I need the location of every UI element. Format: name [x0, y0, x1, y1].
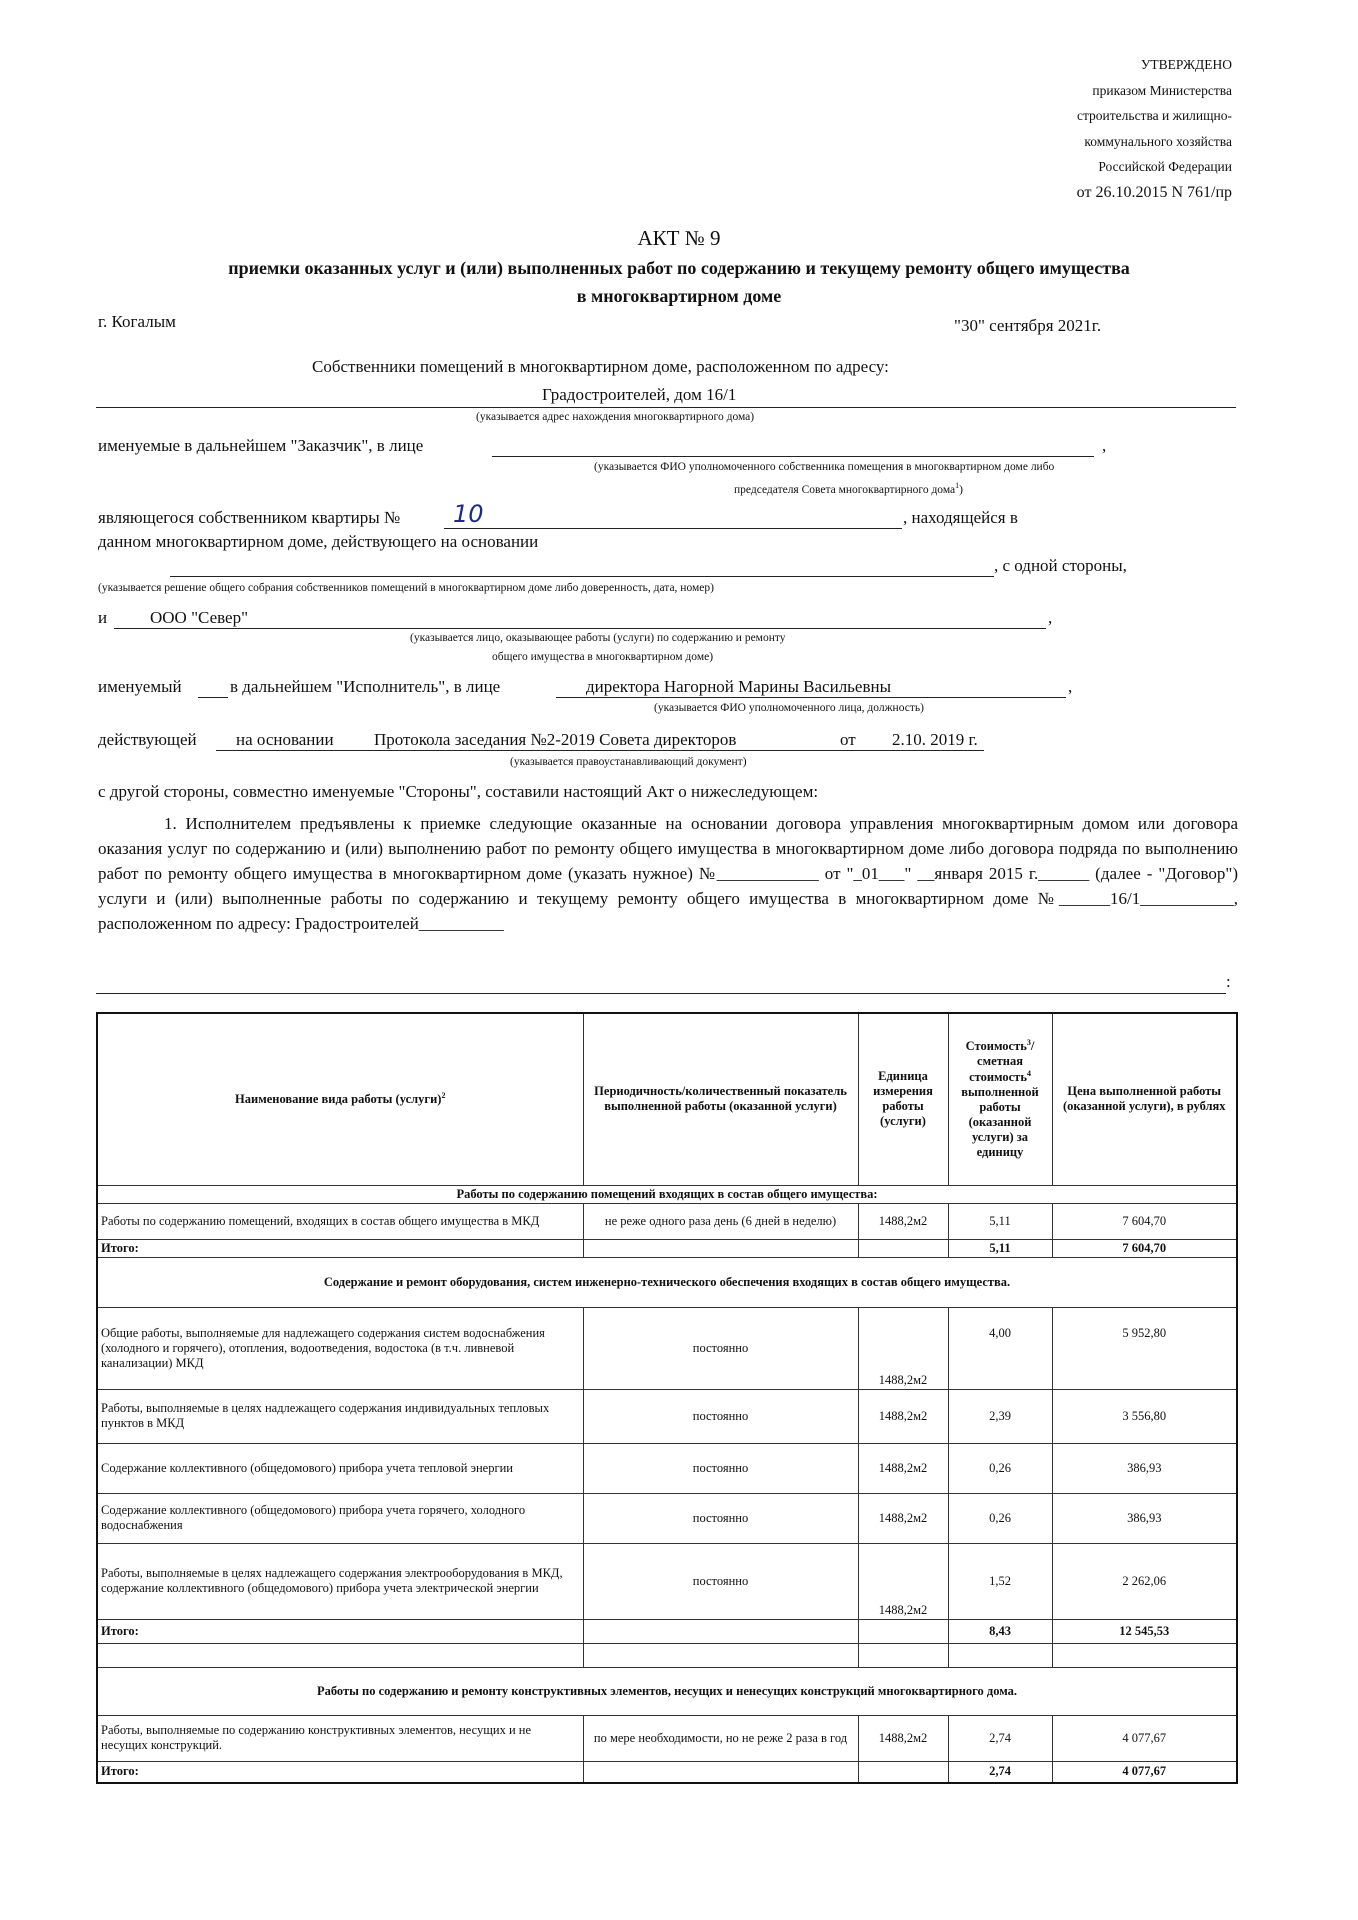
- comma: ,: [1068, 677, 1073, 696]
- cell-price: 386,93: [1052, 1493, 1237, 1543]
- total-price: 12 545,53: [1052, 1619, 1237, 1643]
- underline: [198, 697, 228, 698]
- cell-cost: 0,26: [948, 1443, 1052, 1493]
- cell-cost: 1,52: [948, 1543, 1052, 1619]
- hint-document: (указывается правоустанавливающий документ): [510, 756, 747, 768]
- total-row: [97, 1239, 1237, 1257]
- table-row: [97, 1715, 1237, 1761]
- cell-unit: 1488,2м2: [858, 1389, 948, 1443]
- cell-unit: 1488,2м2: [858, 1307, 948, 1389]
- hint-fio: (указывается ФИО уполномоченного собственника помещения в многоквартирном доме либо: [594, 461, 1055, 473]
- acting-word: действующей: [98, 730, 197, 749]
- cell-cost: 5,11: [948, 1203, 1052, 1239]
- empty-cell: [858, 1761, 948, 1783]
- section-title: Содержание и ремонт оборудования, систем инженерно-технического обеспечения входящих в состав общего имущества.: [97, 1257, 1237, 1307]
- total-cost: 2,74: [948, 1761, 1052, 1783]
- cell-cost: 2,74: [948, 1715, 1052, 1761]
- empty-cell: [583, 1619, 858, 1643]
- comma: ,: [1102, 436, 1107, 455]
- table-row: [97, 1443, 1237, 1493]
- total-label: Итого:: [97, 1761, 583, 1783]
- comma: ,: [1048, 608, 1053, 627]
- cell-unit: 1488,2м2: [858, 1715, 948, 1761]
- header-periodicity: Периодичность/количественный показатель выполненной работы (оказанной услуги): [583, 1013, 858, 1185]
- act-title: АКТ № 9: [637, 226, 721, 250]
- cell-name: Работы, выполняемые по содержанию конструктивных элементов, несущих и не несущих конструкций.: [97, 1715, 583, 1761]
- underline: [114, 628, 1046, 629]
- table-row: [97, 1493, 1237, 1543]
- city: г. Когалым: [98, 312, 176, 331]
- cell-price: 2 262,06: [1052, 1543, 1237, 1619]
- cell-name: Общие работы, выполняемые для надлежащего содержания систем водоснабжения (холодного и горячего), отопления, водоотведения, водостока (в т.ч. ливневой канализации) МКД: [97, 1307, 583, 1389]
- table-header-row: [97, 1013, 1237, 1185]
- approval-line: УТВЕРЖДЕНО: [1140, 57, 1232, 72]
- approval-line: строительства и жилищно-: [1077, 108, 1232, 123]
- total-label: Итого:: [97, 1619, 583, 1643]
- total-price: 4 077,67: [1052, 1761, 1237, 1783]
- protocol-text: Протокола заседания №2-2019 Совета директоров: [374, 730, 737, 749]
- header-unit: Единица измерения работы (услуги): [858, 1013, 948, 1185]
- total-cost: 5,11: [948, 1239, 1052, 1257]
- cell-name: Содержание коллективного (общедомового) прибора учета горячего, холодного водоснабжения: [97, 1493, 583, 1543]
- cell-name: Содержание коллективного (общедомового) прибора учета тепловой энергии: [97, 1443, 583, 1493]
- total-label: Итого:: [97, 1239, 583, 1257]
- act-subtitle-2: в многоквартирном доме: [576, 286, 782, 306]
- underline: [96, 407, 1236, 408]
- section-title: Работы по содержанию и ремонту конструктивных элементов, несущих и ненесущих конструкций многоквартирного дома.: [97, 1667, 1237, 1715]
- cell-unit: 1488,2м2: [858, 1493, 948, 1543]
- header-price: Цена выполненной работы (оказанной услуги), в рублях: [1052, 1013, 1237, 1185]
- empty-cell: [858, 1643, 948, 1667]
- cell-price: 5 952,80: [1052, 1307, 1237, 1389]
- cell-unit: 1488,2м2: [858, 1543, 948, 1619]
- and-word: и: [98, 608, 108, 627]
- located-text: , находящейся в: [903, 508, 1018, 527]
- cell-unit: 1488,2м2: [858, 1203, 948, 1239]
- hint-director: (указывается ФИО уполномоченного лица, должность): [654, 702, 924, 714]
- apartment-number: 10: [453, 500, 484, 528]
- other-side-text: с другой стороны, совместно именуемые "Стороны", составили настоящий Акт о нижеследующем:: [98, 782, 819, 801]
- cell-cost: 2,39: [948, 1389, 1052, 1443]
- section-title-row: [97, 1667, 1237, 1715]
- section-title-row: [97, 1257, 1237, 1307]
- underline: [492, 456, 1094, 457]
- act-subtitle: приемки оказанных услуг и (или) выполненных работ по содержанию и текущему ремонту общего имущества: [228, 258, 1130, 278]
- underline: [556, 697, 1066, 698]
- approval-stamp-block: [1077, 52, 1232, 205]
- cell-cost: 0,26: [948, 1493, 1052, 1543]
- hint-contractor-2: общего имущества в многоквартирном доме): [492, 651, 714, 663]
- total-row: [97, 1619, 1237, 1643]
- colon: :: [1226, 972, 1231, 991]
- owner-of-apartment: являющегося собственником квартиры №: [98, 508, 401, 527]
- section-title: Работы по содержанию помещений входящих в состав общего имущества:: [97, 1185, 1237, 1203]
- paragraph-1: 1. Исполнителем предъявлены к приемке следующие оказанные на основании договора управления многоквартирным домом или договора оказания услуг по содержанию и (или) выполнению работ по ремонту общего имущества в многоквартирном доме либо договора подряда по выполнению работ по ремонту общего имущества в многоквартирном доме (указать нужное) №____________ от "_01___" __января 2015 г.______ (далее - "Договор") услуги и (или) выполненные работы по содержанию и текущему ремонту общего имущества в многоквартирном доме №______16/1___________, расположенном по адресу: Градостроителей__________: [98, 814, 1238, 933]
- table-row: [97, 1307, 1237, 1389]
- table-row: [97, 1203, 1237, 1239]
- empty-cell: [858, 1239, 948, 1257]
- act-date: "30" сентября 2021г.: [954, 316, 1102, 335]
- cell-price: 3 556,80: [1052, 1389, 1237, 1443]
- table-row: [97, 1543, 1237, 1619]
- cell-periodicity: постоянно: [583, 1307, 858, 1389]
- cell-periodicity: не реже одного раза день (6 дней в неделю): [583, 1203, 858, 1239]
- one-side-text: , с одной стороны,: [994, 556, 1127, 575]
- cell-periodicity: по мере необходимости, но не реже 2 раза в год: [583, 1715, 858, 1761]
- total-cost: 8,43: [948, 1619, 1052, 1643]
- services-table: [96, 1012, 1238, 1784]
- empty-row: [97, 1643, 1237, 1667]
- approval-line: коммунального хозяйства: [1084, 133, 1232, 149]
- empty-cell: [583, 1239, 858, 1257]
- cell-name: Работы по содержанию помещений, входящих в состав общего имущества в МКД: [97, 1203, 583, 1239]
- executor-named-2: в дальнейшем "Исполнитель", в лице: [230, 677, 501, 696]
- empty-cell: [858, 1619, 948, 1643]
- cell-periodicity: постоянно: [583, 1389, 858, 1443]
- approval-line: от 26.10.2015 N 761/пр: [1076, 183, 1232, 201]
- underline: [170, 576, 994, 577]
- empty-cell: [1052, 1643, 1237, 1667]
- hint-contractor: (указывается лицо, оказывающее работы (услуги) по содержанию и ремонту: [410, 632, 786, 644]
- acting-basis: на основании: [236, 730, 334, 749]
- empty-cell: [583, 1761, 858, 1783]
- empty-cell: [583, 1643, 858, 1667]
- section-title-row: [97, 1185, 1237, 1203]
- approval-line: приказом Министерства: [1092, 82, 1232, 98]
- protocol-date: 2.10. 2019 г.: [892, 730, 978, 749]
- hint-address: (указывается адрес нахождения многоквартирного дома): [476, 411, 755, 423]
- underline: [216, 750, 984, 751]
- contractor-name: ООО "Север": [150, 608, 249, 627]
- address-value: Градостроителей, дом 16/1: [542, 385, 737, 404]
- cell-periodicity: постоянно: [583, 1493, 858, 1543]
- cell-periodicity: постоянно: [583, 1443, 858, 1493]
- cell-cost: 4,00: [948, 1307, 1052, 1389]
- cell-price: 386,93: [1052, 1443, 1237, 1493]
- header-name: Наименование вида работы (услуги)$^2$: [97, 1013, 583, 1185]
- cell-periodicity: постоянно: [583, 1543, 858, 1619]
- cell-price: 4 077,67: [1052, 1715, 1237, 1761]
- director-name: директора Нагорной Марины Васильевны: [586, 677, 892, 696]
- total-price: 7 604,70: [1052, 1239, 1237, 1257]
- cell-name: Работы, выполняемые в целях надлежащего содержания индивидуальных тепловых пунктов в МКД: [97, 1389, 583, 1443]
- owners-intro: Собственники помещений в многоквартирном доме, расположенном по адресу:: [312, 357, 889, 376]
- empty-cell: [948, 1643, 1052, 1667]
- header-cost: Стоимость$^3$/сметная стоимость$^4$ выполненной работы (оказанной услуги) за единицу: [948, 1013, 1052, 1185]
- underline: [444, 528, 902, 529]
- cell-price: 7 604,70: [1052, 1203, 1237, 1239]
- executor-named: именуемый: [98, 677, 182, 696]
- approval-line: Российской Федерации: [1098, 159, 1232, 174]
- hint-decision: (указывается решение общего собрания собственников помещений в многоквартирном доме либо доверенность, дата, номер): [98, 582, 714, 594]
- hint-fio-2: председателя Совета многоквартирного дома$^1$): [734, 481, 963, 496]
- empty-cell: [97, 1643, 583, 1667]
- protocol-from: от: [840, 730, 856, 749]
- table-row: [97, 1389, 1237, 1443]
- basis-text: данном многоквартирном доме, действующего на основании: [98, 532, 539, 551]
- cell-unit: 1488,2м2: [858, 1443, 948, 1493]
- underline: [96, 993, 1226, 994]
- total-row: [97, 1761, 1237, 1783]
- customer-named: именуемые в дальнейшем "Заказчик", в лице: [98, 436, 424, 455]
- cell-name: Работы, выполняемые в целях надлежащего содержания электрооборудования в МКД, содержание коллективного (общедомового) прибора учета электрической энергии: [97, 1543, 583, 1619]
